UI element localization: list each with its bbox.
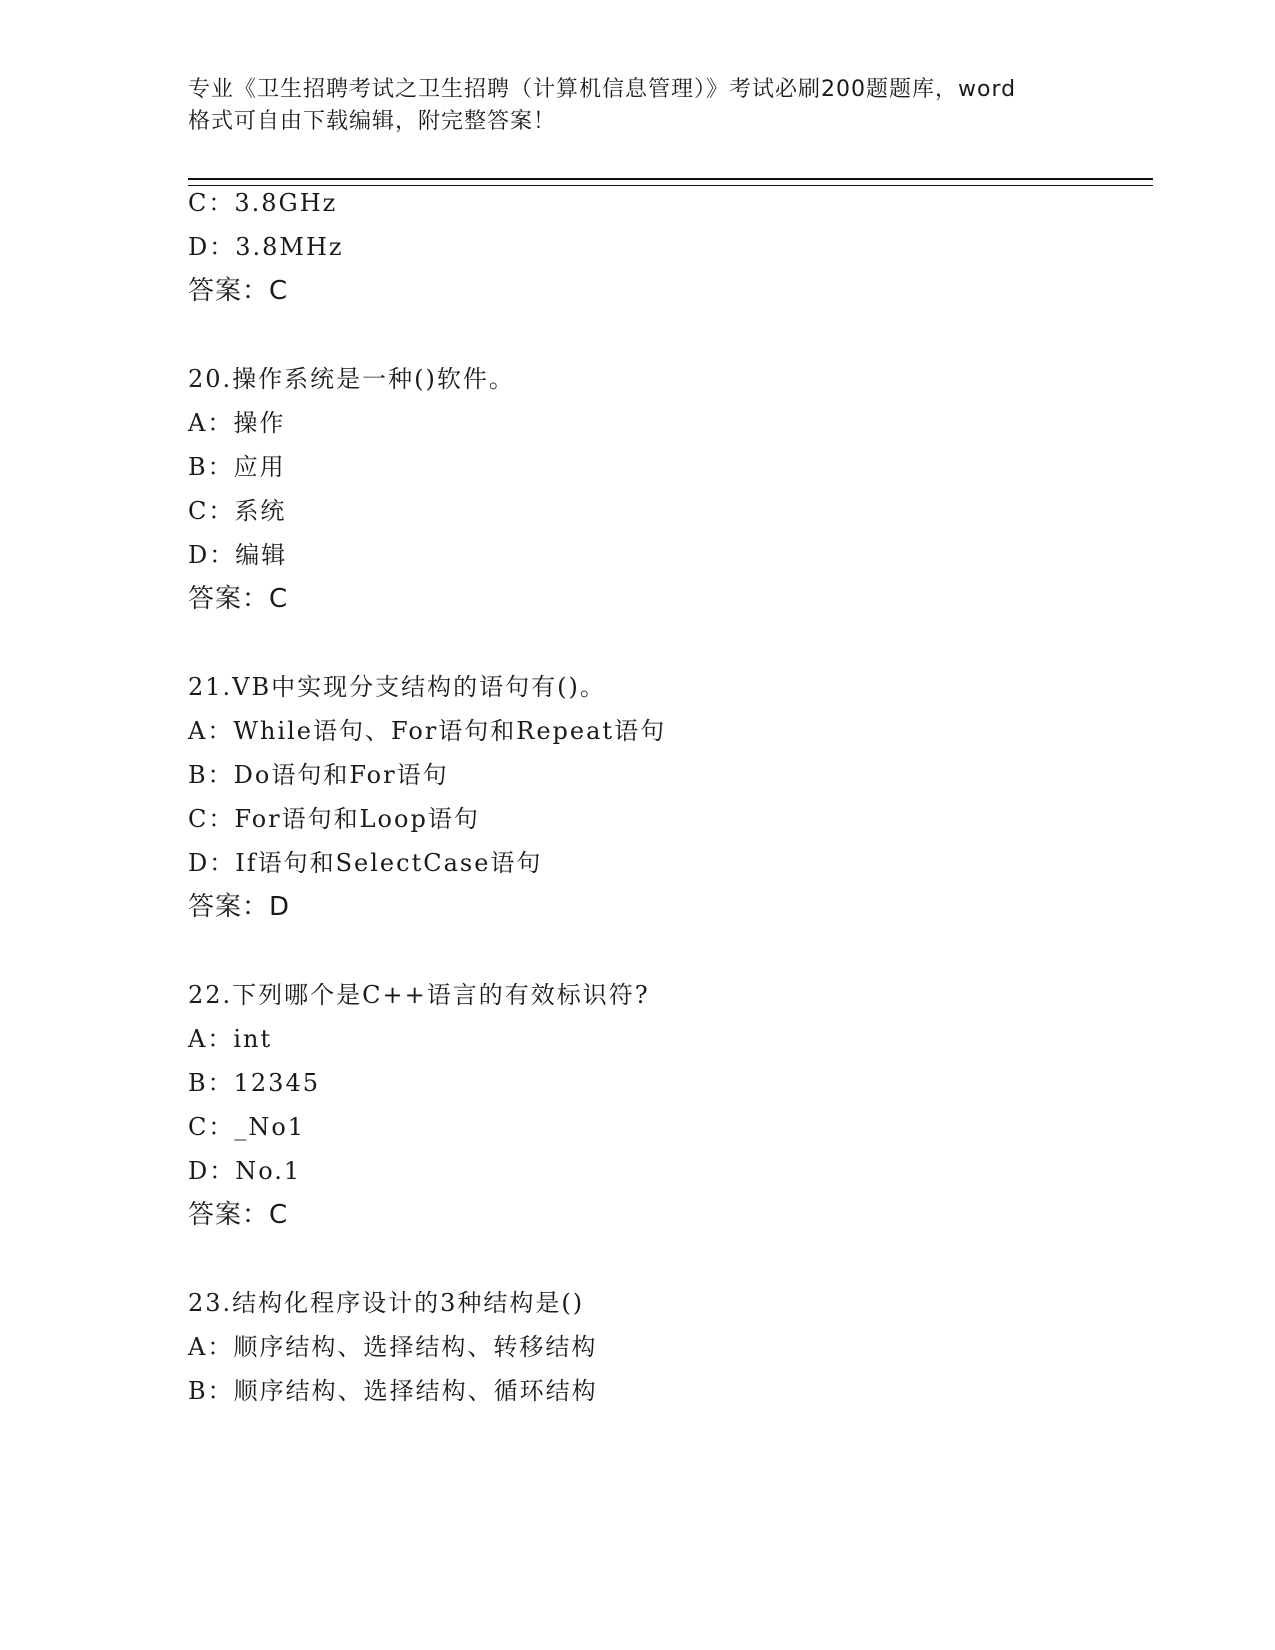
q23-question: 23.结构化程序设计的3种结构是() [188,1289,585,1317]
q21-option-b: B：Do语句和For语句 [188,761,449,789]
q22-option-c: C：_No1 [188,1113,306,1141]
q22-option-a: A：int [188,1025,273,1053]
q21-option-d: D：If语句和SelectCase语句 [188,849,543,877]
header-divider [188,178,1153,186]
q22-question: 22.下列哪个是C++语言的有效标识符? [188,981,650,1009]
q21-answer: 答案：D [188,892,291,922]
q23-option-b: B：顺序结构、选择结构、循环结构 [188,1377,598,1405]
document-header [188,74,1088,138]
q20-answer: 答案：C [188,584,289,614]
q22-answer: 答案：C [188,1200,289,1230]
q20-question: 20.操作系统是一种()软件。 [188,365,515,393]
q21-option-c: C：For语句和Loop语句 [188,805,480,833]
q20-option-b: B：应用 [188,453,286,481]
q20-option-a: A：操作 [188,409,286,437]
header-title-line-1: 专业《卫生招聘考试之卫生招聘（计算机信息管理）》考试必刷200题题库，word [188,77,1017,102]
q22-option-d: D：No.1 [188,1157,302,1185]
q21-option-a: A：While语句、For语句和Repeat语句 [188,717,667,745]
q23-option-a: A：顺序结构、选择结构、转移结构 [188,1333,598,1361]
q21-question: 21.VB中实现分支结构的语句有()。 [188,673,606,701]
q19-option-d: D：3.8MHz [188,233,344,261]
q19-option-c: C：3.8GHz [188,189,338,217]
q22-option-b: B：12345 [188,1069,320,1097]
q20-option-d: D：编辑 [188,541,288,569]
q20-option-c: C：系统 [188,497,287,525]
q19-answer: 答案：C [188,276,289,306]
header-title-line-2: 格式可自由下载编辑，附完整答案！ [188,109,557,134]
